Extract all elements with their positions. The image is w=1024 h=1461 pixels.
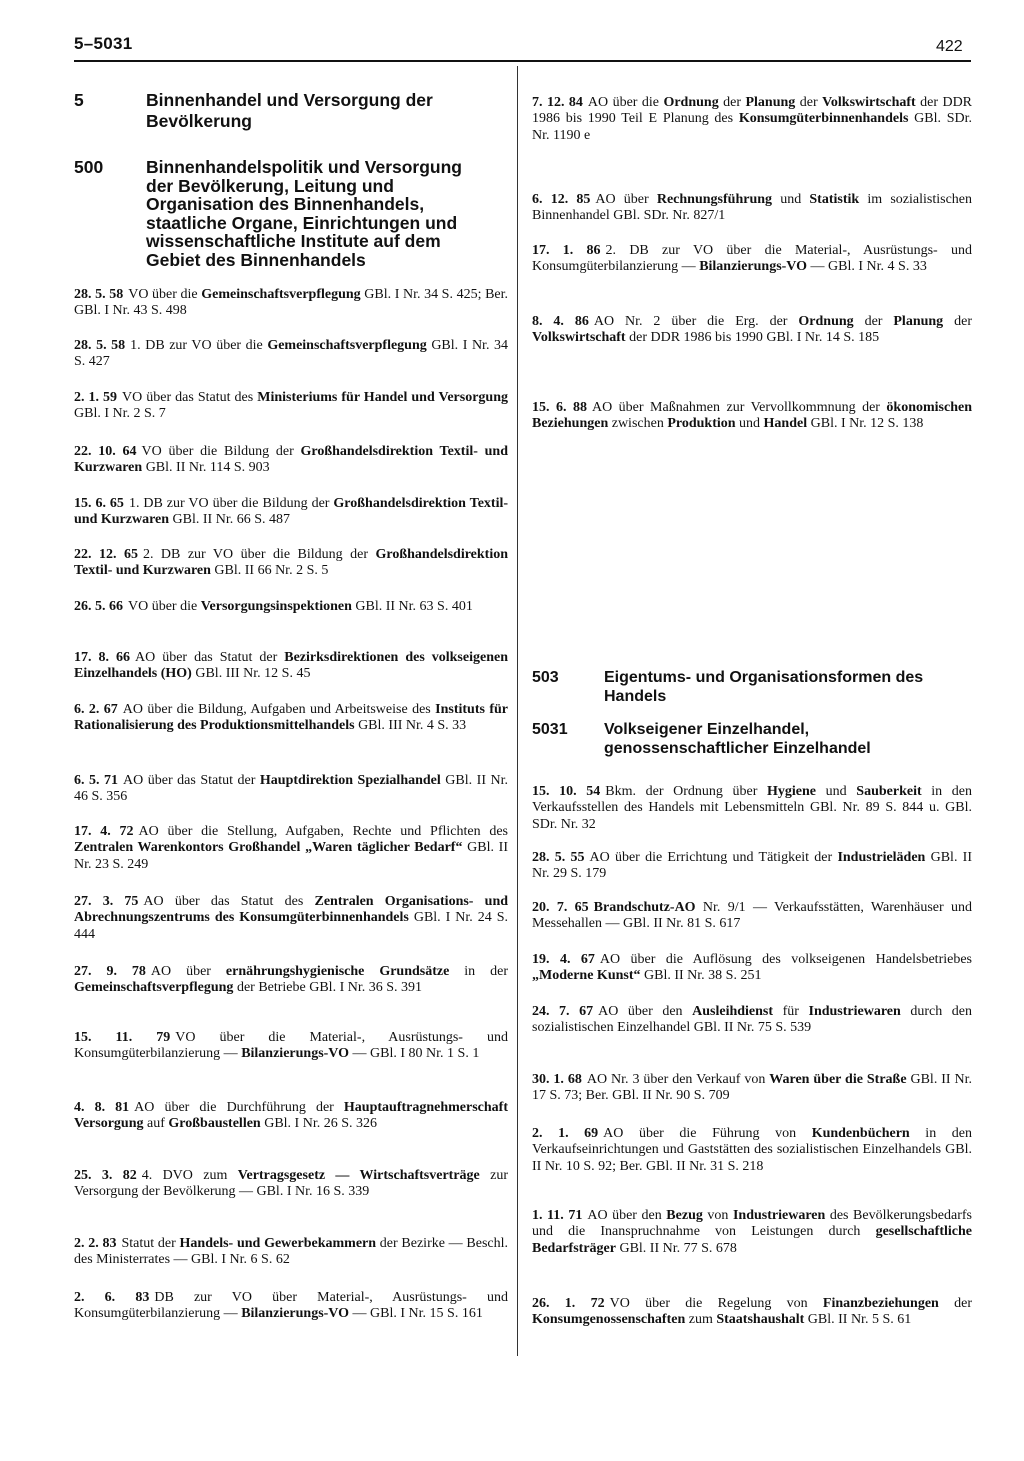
entry-keyword: Rechnungsführung xyxy=(656,192,773,207)
legal-entry xyxy=(74,773,508,806)
entry-text: VO über die Bildung der xyxy=(141,444,301,459)
entry-text: AO über die Errichtung und Tätigkeit der xyxy=(589,850,838,865)
entry-text: VO über die Regelung von xyxy=(609,1296,823,1311)
entry-text: und xyxy=(772,192,810,207)
entry-text: GBl. II Nr. 114 S. 903 xyxy=(142,460,270,476)
entry-text: AO über den xyxy=(598,1004,693,1019)
entry-keyword: Instituts für Rationalisierung des Produktionsmittelhandels xyxy=(74,702,508,734)
entry-keyword: Großbaustellen xyxy=(168,1116,261,1132)
entry-text: VO über das Statut des xyxy=(122,390,258,405)
entry-date: 17. 8. 66 xyxy=(74,650,130,665)
entry-keyword: Vertragsgesetz — Wirtschaftsverträge xyxy=(237,1168,480,1183)
legal-entry xyxy=(74,1236,508,1269)
entry-keyword: Industriewaren xyxy=(808,1004,901,1019)
entry-text: von xyxy=(702,1208,733,1223)
entry-keyword: Bilanzierungs-VO xyxy=(699,259,808,275)
entry-text: GBl. II Nr. 63 S. 401 xyxy=(351,599,473,614)
entry-date: 6. 12. 85 xyxy=(532,192,591,207)
legal-entry xyxy=(532,95,972,144)
legal-entry xyxy=(532,952,972,985)
entry-keyword: Ordnung xyxy=(798,314,854,329)
legal-entry xyxy=(74,287,508,320)
entry-text: GBl. II Nr. 77 S. 678 xyxy=(615,1240,737,1256)
entry-date: 17. 4. 72 xyxy=(74,824,134,839)
entry-text: AO Nr. 2 über die Erg. der xyxy=(593,314,799,329)
entry-date: 15. 11. 79 xyxy=(74,1030,171,1045)
entry-text: AO über die Auflösung des volkseigenen Handelsbetriebes xyxy=(599,952,973,967)
entry-text: Bkm. der Ordnung über xyxy=(605,784,768,799)
entry-keyword: Hauptdirektion Spezialhandel xyxy=(259,773,441,788)
entry-keyword: Großhandelsdirektion Textil- und Kurzwaren xyxy=(74,444,509,476)
entry-date: 4. 8. 81 xyxy=(74,1100,130,1115)
legal-entry xyxy=(532,1072,972,1105)
entry-keyword: Finanzbeziehungen xyxy=(822,1296,939,1311)
entry-keyword: Handels- und Gewerbekammern xyxy=(179,1236,377,1251)
entry-text: AO über das Statut der xyxy=(123,773,260,788)
legal-entry xyxy=(532,1004,972,1037)
legal-entry xyxy=(74,1030,508,1063)
entry-date: 2. 1. 59 xyxy=(74,390,118,405)
legal-entry xyxy=(532,1126,972,1175)
entry-keyword: Planung xyxy=(745,95,796,110)
entry-text: AO über die xyxy=(587,95,664,110)
entry-keyword: Bilanzierungs-VO xyxy=(241,1306,350,1322)
entry-keyword: Gemeinschaftsverpflegung xyxy=(74,980,234,996)
entry-date: 22. 12. 65 xyxy=(74,547,138,562)
entry-text: AO Nr. 3 über den Verkauf von xyxy=(586,1072,770,1087)
entry-text: GBl. II Nr. 23 S. 249 xyxy=(74,840,508,872)
entry-text: VO über die xyxy=(128,287,202,302)
entry-text: der xyxy=(853,314,894,329)
entry-text: GBl. II Nr. 46 S. 356 xyxy=(74,773,508,805)
entry-date: 6. 2. 67 xyxy=(74,702,118,717)
entry-date: 28. 5. 58 xyxy=(74,287,124,302)
entry-text: GBl. I Nr. 12 S. 138 xyxy=(807,416,924,432)
entry-text: AO über die Führung von xyxy=(603,1126,812,1141)
legal-entry xyxy=(74,702,508,735)
entry-text: VO über die xyxy=(128,599,201,614)
entry-text: der xyxy=(938,1296,972,1311)
legal-entry xyxy=(532,314,972,347)
entry-date: 7. 12. 84 xyxy=(532,95,583,110)
entry-text: der Bezirke — Beschl. des Ministerrates — GBl. I Nr. 6 S. 62 xyxy=(74,1236,509,1268)
entry-text: Statut der xyxy=(121,1236,180,1251)
column-divider xyxy=(517,66,518,1356)
entry-date: 15. 6. 65 xyxy=(74,496,124,511)
entry-keyword: Ordnung xyxy=(663,95,719,110)
entry-text: DB zur VO über Material-, Ausrüstungs- und Konsumgüterbilanzierung — xyxy=(74,1290,508,1322)
section-title: Binnenhandel und Versorgung der Bevölkerung xyxy=(146,90,433,131)
entry-text: 2. DB zur VO über die Bildung der xyxy=(142,547,376,562)
legal-entry xyxy=(74,894,508,943)
entry-text: GBl. III Nr. 12 S. 45 xyxy=(191,666,311,682)
entry-date: 26. 5. 66 xyxy=(74,599,123,614)
section-heading xyxy=(532,668,972,706)
entry-keyword: Volkswirtschaft xyxy=(822,95,916,110)
entry-text: GBl. II Nr. 66 S. 487 xyxy=(169,512,290,528)
entry-text: GBl. III Nr. 4 S. 33 xyxy=(354,718,467,734)
entry-date: 30. 1. 68 xyxy=(532,1072,582,1087)
legal-entry xyxy=(532,243,972,276)
entry-text: des Bevölkerungsbedarfs und die Inanspruchnahme von Leistungen durch xyxy=(532,1208,973,1240)
entry-keyword: Großhandelsdirektion Textil- und Kurzwaren xyxy=(74,496,509,528)
entry-date: 15. 10. 54 xyxy=(532,784,601,799)
entry-date: 17. 1. 86 xyxy=(532,243,601,258)
entry-date: 28. 5. 55 xyxy=(532,850,585,865)
entry-text: der xyxy=(718,95,746,110)
entry-text: Nr. 9/1 — Verkaufsstätten, Warenhäuser und Messehallen — GBl. II Nr. 81 S. 617 xyxy=(532,900,972,932)
entry-keyword: Statistik xyxy=(809,192,860,207)
legal-entry xyxy=(532,192,972,225)
entry-date: 2. 6. 83 xyxy=(74,1290,150,1305)
entry-text: 4. DVO zum xyxy=(141,1168,238,1183)
legal-entry xyxy=(532,1296,972,1329)
entry-date: 28. 5. 58 xyxy=(74,338,126,353)
entry-text: GBl. I Nr. 2 S. 7 xyxy=(74,406,166,422)
legal-entry xyxy=(74,547,508,580)
entry-text: GBl. I Nr. 34 S. 425; Ber. GBl. I Nr. 43 S. 498 xyxy=(74,287,509,319)
entry-text: — GBl. I 80 Nr. 1 S. 1 xyxy=(349,1046,480,1062)
entry-text: zur Versorgung der Bevölkerung — GBl. I Nr. 16 S. 339 xyxy=(74,1168,509,1200)
entry-text: AO über das Statut des xyxy=(143,894,315,909)
entry-keyword: Sauberkeit xyxy=(856,784,922,799)
entry-text: auf xyxy=(143,1116,169,1132)
entry-text: GBl. II Nr. 38 S. 251 xyxy=(640,968,762,984)
entry-keyword: Waren über die Straße xyxy=(769,1072,907,1087)
entry-keyword: Zentralen Warenkontors Großhandel „Waren täglicher Bedarf“ xyxy=(74,840,463,856)
legal-entry xyxy=(532,400,972,433)
entry-date: 25. 3. 82 xyxy=(74,1168,137,1183)
entry-date: 19. 4. 67 xyxy=(532,952,595,967)
legal-entry xyxy=(532,1208,972,1257)
entry-keyword: Konsumgenossenschaften xyxy=(532,1312,686,1328)
legal-entry xyxy=(74,338,508,371)
legal-entry xyxy=(532,850,972,883)
entry-keyword: Bezirksdirektionen des volkseigenen Einzelhandels (HO) xyxy=(74,650,508,682)
entry-text: AO über die Stellung, Aufgaben, Rechte und Pflichten des xyxy=(138,824,509,839)
entry-keyword: Hauptauftragnehmerschaft Versorgung xyxy=(74,1100,509,1132)
section-number: 5031 xyxy=(532,721,568,738)
entry-keyword: Industriewaren xyxy=(732,1208,826,1223)
entry-text: — GBl. I Nr. 15 S. 161 xyxy=(349,1306,483,1322)
entry-text: in den Verkaufseinrichtungen und Gaststätten des sozialistischen Einzelhandels GBl. II Nr. 10 S. 92; Ber. GBl. II Nr. 31 S. 218 xyxy=(532,1126,972,1174)
section-number: 5 xyxy=(74,90,84,110)
entry-keyword: Großhandelsdirektion Textil- und Kurzwaren xyxy=(74,547,509,579)
entry-text: AO über xyxy=(150,964,226,979)
entry-date: 27. 3. 75 xyxy=(74,894,139,909)
legal-entry xyxy=(74,599,508,615)
legal-entry xyxy=(74,1290,508,1323)
section-heading xyxy=(74,158,508,270)
entry-date: 27. 9. 78 xyxy=(74,964,146,979)
entry-text: 1. DB zur VO über die Bildung der xyxy=(128,496,334,511)
legal-entry xyxy=(74,390,508,423)
entry-text: in der xyxy=(449,964,508,979)
entry-text: in den Verkaufsstellen des Handels mit Lebensmitteln GBl. Nr. 89 S. 844 u. GBl. SDr. Nr. 32 xyxy=(532,784,973,832)
entry-text: GBl. II 66 Nr. 2 S. 5 xyxy=(210,563,329,579)
entry-keyword: Staatshaushalt xyxy=(716,1312,805,1328)
entry-keyword: Hygiene xyxy=(767,784,817,799)
entry-text: der Betriebe GBl. I Nr. 36 S. 391 xyxy=(233,980,423,996)
entry-keyword: Gemeinschaftsverpflegung xyxy=(201,287,361,302)
entry-text: AO über die Durchführung der xyxy=(134,1100,344,1115)
entry-text: 2. DB zur VO über die Material-, Ausrüstungs- und Konsumgüterbilanzierung — xyxy=(532,243,972,275)
entry-date: 20. 7. 65 xyxy=(532,900,589,915)
entry-text: — GBl. I Nr. 4 S. 33 xyxy=(807,259,927,275)
entry-keyword: ökonomischen Beziehungen xyxy=(532,400,972,432)
entry-text: AO über Maßnahmen zur Vervollkommnung der xyxy=(591,400,887,415)
entry-date: 15. 6. 88 xyxy=(532,400,587,415)
entry-keyword: Zentralen Organisations- und Abrechnungszentrums des Konsumgüterbinnenhandels xyxy=(74,894,509,926)
section-number: 500 xyxy=(74,157,104,177)
legal-entry xyxy=(532,784,972,833)
entry-text: im sozialistischen Binnenhandel GBl. SDr. Nr. 827/1 xyxy=(532,192,972,224)
entry-date: 26. 1. 72 xyxy=(532,1296,605,1311)
legal-entry xyxy=(74,964,508,997)
legal-entry xyxy=(74,1168,508,1201)
entry-date: 22. 10. 64 xyxy=(74,444,137,459)
entry-date: 24. 7. 67 xyxy=(532,1004,594,1019)
entry-text: der xyxy=(795,95,823,110)
entry-text: GBl. I Nr. 24 S. 444 xyxy=(74,910,508,942)
entry-keyword: Ministeriums für Handel und Versorgung xyxy=(257,390,509,405)
entry-text: zwischen xyxy=(608,416,668,432)
entry-keyword: Produktion xyxy=(667,416,736,432)
section-heading xyxy=(532,720,972,758)
entry-date: 2. 2. 83 xyxy=(74,1236,117,1251)
entry-text: AO über xyxy=(595,192,657,207)
entry-text: der xyxy=(943,314,972,329)
section-heading xyxy=(74,90,508,132)
entry-text: und xyxy=(816,784,857,799)
entry-keyword: Versorgungsinspektionen xyxy=(200,599,352,614)
entry-keyword: Handel xyxy=(763,416,808,432)
entry-keyword: „Moderne Kunst“ xyxy=(532,968,641,984)
legal-entry xyxy=(74,444,508,477)
entry-keyword: Brandschutz-AO xyxy=(593,900,696,915)
entry-text: GBl. II Nr. 17 S. 73; Ber. GBl. II Nr. 90 S. 709 xyxy=(532,1072,972,1104)
entry-text: GBl. II Nr. 5 S. 61 xyxy=(804,1312,912,1328)
entry-keyword: gesellschaftliche Bedarfsträger xyxy=(532,1224,972,1256)
entry-keyword: Ausleihdienst xyxy=(692,1004,774,1019)
entry-date: 2. 1. 69 xyxy=(532,1126,599,1141)
entry-date: 1. 11. 71 xyxy=(532,1208,583,1223)
entry-keyword: Bezug xyxy=(666,1208,703,1223)
entry-text: und xyxy=(735,416,764,432)
section-title: Binnenhandelspolitik und Versorgung der Bevölkerung, Leitung und Organisation des Binnenhandels, staatliche Organe, Einrichtungen und wissenschaftliche Institute auf dem Gebiet des Binnenhandels xyxy=(146,157,462,270)
legal-entry xyxy=(74,1100,508,1133)
entry-text: für xyxy=(773,1004,809,1019)
entry-text: der DDR 1986 bis 1990 GBl. I Nr. 14 S. 185 xyxy=(625,330,880,346)
entry-text: durch den sozialistischen Einzelhandel GBl. II Nr. 75 S. 539 xyxy=(532,1004,973,1036)
section-number: 503 xyxy=(532,669,559,686)
legal-entry xyxy=(74,650,508,683)
entry-text: GBl. I Nr. 26 S. 326 xyxy=(260,1116,377,1132)
header-rule xyxy=(74,60,971,62)
entry-keyword: Planung xyxy=(893,314,944,329)
entry-text: AO über die Bildung, Aufgaben und Arbeitsweise des xyxy=(122,702,436,717)
entry-keyword: Gemeinschaftsverpflegung xyxy=(267,338,427,353)
entry-text: VO über die Material-, Ausrüstungs- und Konsumgüterbilanzierung — xyxy=(74,1030,508,1062)
entry-text: 1. DB zur VO über die xyxy=(130,338,268,353)
entry-keyword: Bilanzierungs-VO xyxy=(241,1046,350,1062)
entry-keyword: Kundenbüchern xyxy=(811,1126,910,1141)
entry-text: GBl. I Nr. 34 S. 427 xyxy=(74,338,509,370)
entry-keyword: ernährungshygienische Grundsätze xyxy=(225,964,450,979)
page-range-header: 5–5031 xyxy=(74,34,133,53)
entry-keyword: Konsumgüterbinnenhandels xyxy=(738,111,909,127)
entry-date: 6. 5. 71 xyxy=(74,773,119,788)
entry-text: GBl. SDr. Nr. 1190 e xyxy=(532,111,972,143)
entry-text: AO über das Statut der xyxy=(134,650,285,665)
entry-keyword: Industrieläden xyxy=(837,850,926,865)
section-title: Volkseigener Einzelhandel, genossenschaftlicher Einzelhandel xyxy=(604,721,871,757)
page-number: 422 xyxy=(936,38,963,55)
entry-text: GBl. II Nr. 29 S. 179 xyxy=(532,850,973,882)
legal-entry xyxy=(74,824,508,873)
entry-date: 8. 4. 86 xyxy=(532,314,589,329)
entry-text: zum xyxy=(685,1312,717,1328)
entry-text: AO über den xyxy=(587,1208,667,1223)
legal-entry xyxy=(532,900,972,933)
entry-text: der DDR 1986 bis 1990 Teil E Planung des xyxy=(532,95,973,127)
legal-entry xyxy=(74,496,508,529)
section-title: Eigentums- und Organisationsformen des Handels xyxy=(604,669,924,705)
entry-keyword: Volkswirtschaft xyxy=(532,330,626,346)
